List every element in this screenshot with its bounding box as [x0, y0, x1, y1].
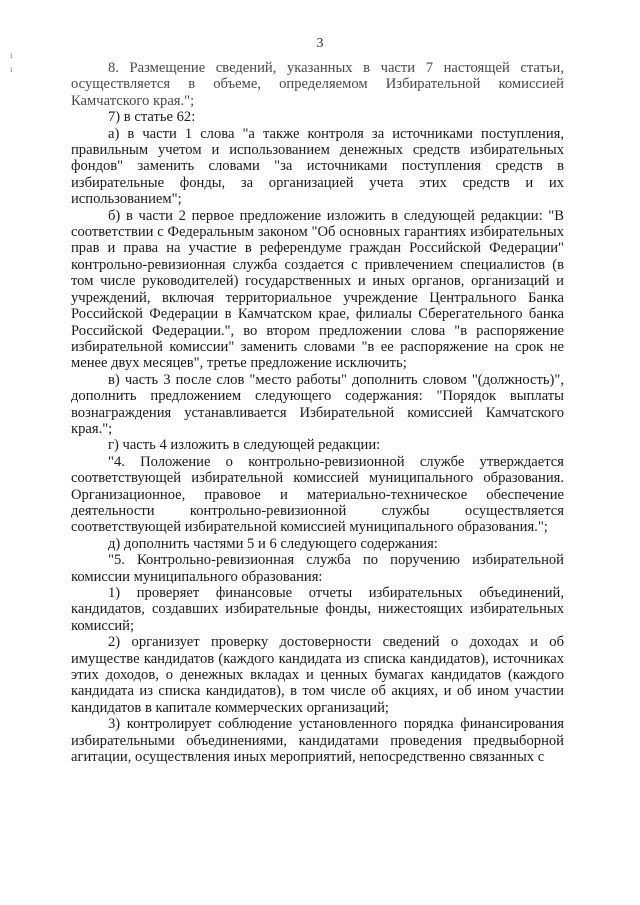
paragraph-a: а) в части 1 слова "а также контроля за источниками поступления, правильным учетом и использованием денежных средств избирательных фондов" заменить словами "за источниками поступления средств в избирательные фонды, за организацией учета этих средств и их использованием";	[71, 125, 564, 208]
page-number: 3	[316, 36, 324, 51]
paragraph-item-3: 3) контролирует соблюдение установленного порядка финансирования избирательными объединениями, кандидатами проведения предвыборной агитации, осуществления иных мероприятий, непосредственно связанных с	[71, 716, 564, 766]
paragraph-b: б) в части 2 первое предложение изложить в следующей редакции: "В соответствии с Федеральным законом "Об основных гарантиях избирательных прав и права на участие в референдуме граждан Российской Федерации" контрольно-ревизионная служба создается с привлечением специалистов (в том числе руководителей) государственных и иных органов, организаций и учреждений, включая территориальное учреждение Центрального Банка Российской Федерации в Камчатском крае, филиалы Сберегательного банка Российской Федерации.", во втором предложении слова "в распоряжение избирательной комиссии" заменить словами "в ее распоряжение на срок не менее двух месяцев", третье предложение исключить;	[71, 207, 564, 372]
paragraph-article-62: 7) в статье 62:	[108, 109, 196, 126]
document-body	[71, 60, 564, 765]
paragraph-item-2: 2) организует проверку достоверности сведений о доходах и об имуществе кандидатов (каждого кандидата из списка кандидатов), источниках этих доходов, о денежных вкладах и ценных бумагах кандидатов (каждого кандидата из списка кандидатов), в том числе об акциях, и об ином участии кандидатов в капитале коммерческих организаций;	[71, 634, 564, 716]
paragraph-part-5: "5. Контрольно-ревизионная служба по поручению избирательной комиссии муниципального образования:	[71, 552, 564, 585]
paragraph-g: г) часть 4 изложить в следующей редакции:	[108, 437, 381, 454]
paragraph-item-8: 8. Размещение сведений, указанных в части 7 настоящей статьи, осуществляется в объеме, определяемом Избирательной комиссией Камчатского края.";	[71, 60, 564, 109]
paragraph-v: в) часть 3 после слов "место работы" дополнить словом "(должность)", дополнить предложением следующего содержания: "Порядок выплаты вознаграждения устанавливается Избирательной комиссией Камчатского края.";	[71, 371, 564, 437]
paragraph-item-1: 1) проверяет финансовые отчеты избирательных объединений, кандидатов, создавших избирательные фонды, нижестоящих избирательных комиссий;	[71, 585, 564, 634]
margin-mark: ı ı	[10, 50, 13, 74]
paragraph-d: д) дополнить частями 5 и 6 следующего содержания:	[108, 535, 438, 552]
paragraph-part-4: "4. Положение о контрольно-ревизионной службе утверждается соответствующей избирательной комиссией муниципального образования. Организационное, правовое и материально-техническое обеспечение деятельности контрольно-ревизионной службы осуществляется соответствующей избирательной комиссией муниципального образования.";	[71, 453, 564, 536]
